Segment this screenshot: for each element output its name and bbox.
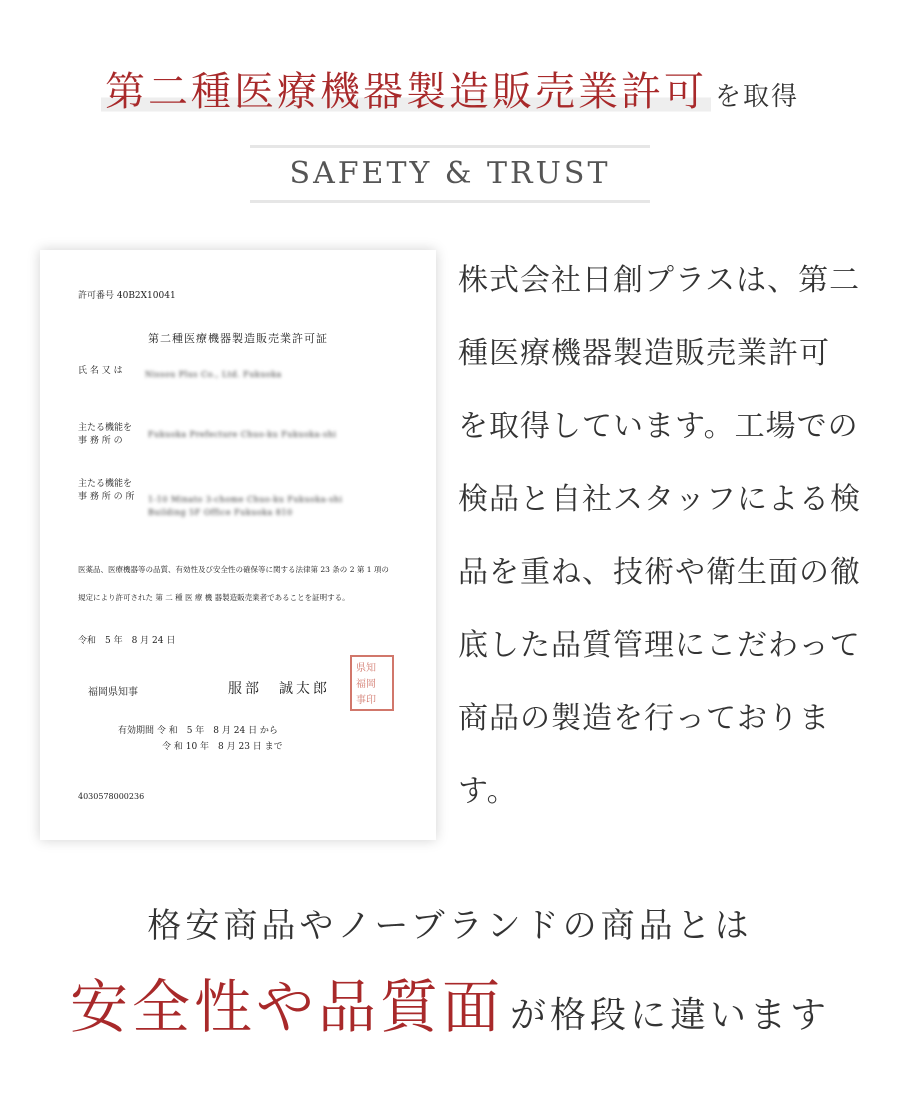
description-line: 株式会社日創プラスは、第二 [458,263,861,298]
footer-suffix-text: が格段に違います [510,995,831,1036]
official-seal-icon [350,655,394,711]
law-text [78,556,428,612]
label-office2 [78,478,134,504]
description-line: を取得しています。工場での [458,409,859,444]
license-certificate [40,250,436,840]
label-office2-line2: 事 務 所 の 所 [78,492,135,502]
label-office1-line1: 主たる機能を [78,423,133,433]
law-text-line2: 規定により許可された 第 二 種 医 療 機 器製造販売業者であることを証明する。 [78,593,350,602]
validity-line1: 有効期間 令 和 5 年 8 月 24 日 から [118,726,278,736]
office2-value-line1: 1-10 Minato 3-chome Chuo-ku Fukuoka-shi [148,495,343,504]
validity-line2: 令 和 10 年 8 月 23 日 まで [162,742,283,752]
office2-value-blurred [148,493,343,519]
subtitle-text: SAFETY & TRUST [289,156,611,191]
svg-text:事印: 事印 [356,695,376,706]
description-line: 底した品質管理にこだわって [458,628,861,663]
office1-value-blurred: Fukuoka Prefecture Chuo-ku Fukuoka-shi [148,430,337,439]
description-line: 品を重ね、技術や衛生面の徹 [458,555,861,590]
description-line: 商品の製造を行っておりま [458,701,830,736]
description-line: 種医療機器製造販売業許可 [458,336,830,371]
description-line: 検品と自社スタッフによる検 [458,482,861,517]
description-line: す。 [458,774,518,809]
headline-suffix: を取得 [714,82,799,112]
svg-text:県知: 県知 [356,663,376,674]
governor-name: 服部 誠太郎 [228,681,330,697]
label-office1 [78,422,132,448]
footer-line2 [0,960,900,1044]
issue-date: 令和 5 年 8 月 24 日 [78,636,176,646]
svg-text:福岡: 福岡 [356,679,376,690]
law-text-line1: 医薬品、医療機器等の品質、有効性及び安全性の確保等に関する法律第 23 条の 2 第 1 項の [78,565,389,574]
description-text [458,244,878,828]
subtitle-band [250,145,650,203]
footer-line1: 格安商品やノーブランドの商品とは [147,906,753,946]
governor-title: 福岡県知事 [88,687,138,698]
office2-value-line2: Building 5F Office Fukuoka 810 [148,508,293,517]
validity-period [118,723,283,755]
name-value-blurred: Nissou Plus Co., Ltd. Fukuoka [145,370,282,379]
label-name: 氏 名 又 は [78,366,123,376]
certificate-title: 第二種医療機器製造販売業許可証 [148,332,328,345]
headline [0,60,900,117]
permit-number: 許可番号 40B2X10041 [78,291,176,301]
headline-red-text: 第二種医療機器製造販売業許可 [101,69,711,115]
serial-number: 4030578000236 [78,792,145,801]
headline-wrapper [101,60,799,117]
label-office1-line2: 事 務 所 の [78,436,123,446]
label-office2-line1: 主たる機能を [78,479,133,489]
footer-emphasis-text: 安全性や品質面 [69,973,504,1041]
